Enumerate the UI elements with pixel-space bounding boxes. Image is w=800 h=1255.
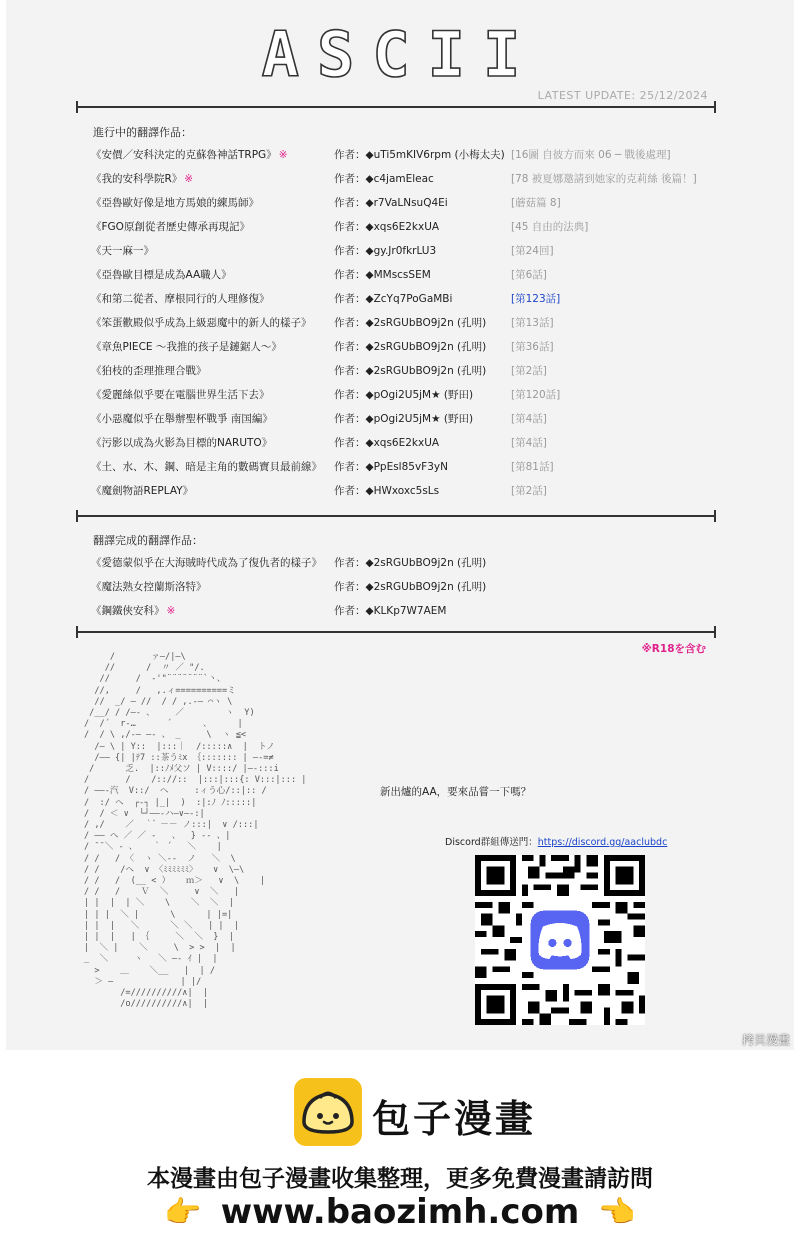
author-name: ◆ZcYq7PoGaMBi: [365, 293, 453, 305]
author-label: 作者：: [334, 149, 366, 161]
work-title-text: 《安價／安科決定的克蘇魯神話TRPG》: [91, 149, 277, 161]
work-author: [334, 339, 486, 354]
work-title-text: 《愛德蒙似乎在大海賊時代成為了復仇者的樣子》: [91, 557, 322, 569]
r18-note: ※R18を含む: [641, 643, 706, 655]
author-name: ◆PpEsl85vF3yN: [365, 461, 448, 473]
work-title[interactable]: [91, 291, 270, 306]
author-label: 作者：: [334, 245, 366, 257]
list-item[interactable]: [0, 483, 800, 503]
work-title[interactable]: [91, 243, 154, 258]
discord-link[interactable]: https://discord.gg/aaclubdc: [537, 837, 668, 848]
work-title[interactable]: [91, 603, 175, 618]
ascii-art: / ァ―/|―\ // / 〃 ／ "/. // / -'"¨¨¨¨¨¨¨`丶、 //, / ,.ィ==========ミ // _/ ― // / / ,.-― ⌒ヽ \ /__/ / /―- 、 ／ ヽ Y) / /´ r‐… ´ 、 | / / \ ,/-― ―- 、 _ \ ヽ ≦< /― \ | Y:: |:::｜ /:::::∧ | トノ /―― {| |ﾃ7 ::茶うﾐx ｛::::::: | ―‐=≠ / 乏. |::ﾉﾒ父ソ | V::::/ |―‐:::i / / /:://:: |:::|:::{: V:::|::: | / ――-汽 V::/ へ :ィう心/::|:: / / :/ ヘ ┌‐┐ |_| ) :|:ﾉ ﾉ:::::| / / ＜ ∨ └┘――‐ハ―∨―‐:| / ,/ ／ ｀ ゙ －－ ノ:::| ∨ /:::| / ―― ヘ ／ ／ ‐ 、 } -‐ 、| / ̄ ̄ ＼ ‐ 、 ｀ ´ ＼ | / / / 〈 ヽ ＼‐‐ ノ ＼ \ / / /ヘ ∨ 〈ﾐﾐﾐﾐﾐﾐ〉 ∨ \―\ / / / (__ < ） ｍ＞ ∨ \ | / / / Ｖ ＼ ∨ ＼ | | | | | ＼ \ ＼ ＼ | | | | ＼ | \ | |=| | | | ＼ ＼ ＼ | | | | | | | ｛ ＼ ＼ } | | ＼ | ＼ \ > > | | _ ＼ ヽ ＼ ―‐ ｲ | | > ＿ ＼__ | | / ＞ ― | |/ /=//////////∧| | /o//////////∧| |: [84, 652, 307, 1010]
work-title[interactable]: [91, 195, 259, 210]
promo-text: 新出爐的AA，要來品嘗一下嗎？: [380, 786, 532, 798]
work-title-text: 《狛枝的歪理推理合戰》: [91, 365, 207, 377]
chapter-status[interactable]: [16圖 自彼方而來 06 ─ 戰後處理]: [511, 149, 671, 161]
work-title[interactable]: [91, 363, 207, 378]
work-author: [334, 171, 434, 186]
work-author: [334, 483, 439, 498]
author-label: 作者：: [334, 461, 366, 473]
author-name: ◆r7VaLNsuQ4Ei: [365, 197, 448, 209]
work-author: [334, 459, 448, 474]
r18-mark: ※: [278, 149, 288, 161]
work-title-text: 《天一麻一》: [91, 245, 154, 257]
work-title[interactable]: [91, 459, 322, 474]
list-item[interactable]: [0, 459, 800, 479]
work-author: [334, 267, 431, 282]
work-author: [334, 411, 473, 426]
work-title[interactable]: [91, 219, 250, 234]
author-label: 作者：: [334, 293, 366, 305]
work-title-text: 《愛麗絲似乎要在電腦世界生活下去》: [91, 389, 270, 401]
chapter-status[interactable]: [第13話]: [511, 317, 554, 329]
work-title[interactable]: [91, 339, 282, 354]
list-item[interactable]: [0, 219, 800, 239]
list-item[interactable]: [0, 147, 800, 167]
work-title[interactable]: [91, 411, 273, 426]
work-title[interactable]: [91, 147, 288, 162]
work-author: [334, 147, 505, 162]
author-label: 作者：: [334, 437, 366, 449]
list-item[interactable]: [0, 195, 800, 215]
chapter-status[interactable]: [蘑菇篇 8]: [511, 197, 561, 209]
work-title[interactable]: [91, 387, 270, 402]
list-item[interactable]: [0, 387, 800, 407]
chapter-status[interactable]: [第4話]: [511, 413, 547, 425]
author-name: ◆gy.Jr0fkrLU3: [365, 245, 437, 257]
author-name: ◆KLKp7W7AEM: [365, 605, 447, 617]
discord-label: Discord群組傳送門：: [445, 837, 538, 848]
work-author: [334, 219, 439, 234]
work-author: [334, 315, 486, 330]
work-title[interactable]: [91, 555, 322, 570]
author-name: ◆2sRGUbBO9j2n (孔明): [365, 557, 487, 569]
bottom-divider: [76, 631, 716, 633]
work-title[interactable]: [91, 579, 207, 594]
work-title-text: 《亞魯歐目標是成為AA職人》: [91, 269, 232, 281]
list-item[interactable]: [0, 291, 800, 311]
author-label: 作者：: [334, 389, 366, 401]
author-label: 作者：: [334, 485, 366, 497]
author-name: ◆HWxoxc5sLs: [365, 485, 440, 497]
r18-mark: ※: [166, 605, 176, 617]
list-item[interactable]: [0, 171, 800, 191]
list-item[interactable]: [0, 243, 800, 263]
work-title-text: 《魔劍物語REPLAY》: [91, 485, 194, 497]
work-title[interactable]: [91, 483, 193, 498]
chapter-status[interactable]: [78 被夏娜邀請到她家的克莉絲 後篇！]: [511, 173, 697, 185]
watermark: 拷貝漫畫: [741, 1033, 790, 1047]
work-title-text: 《污影以成為火影為目標的NARUTO》: [91, 437, 273, 449]
chapter-status[interactable]: [第120話]: [511, 389, 561, 401]
chapter-status[interactable]: [45 自由的法典]: [511, 221, 589, 233]
footer-url-link[interactable]: www.baozimh.com: [220, 1192, 580, 1232]
top-divider: [76, 106, 716, 108]
work-author: [334, 603, 446, 618]
chapter-status[interactable]: [第123話]: [511, 293, 561, 305]
list-item[interactable]: [0, 435, 800, 455]
list-item[interactable]: [0, 603, 800, 623]
chapter-status[interactable]: [第24回]: [511, 245, 554, 257]
middle-divider: [76, 515, 716, 517]
chapter-status[interactable]: [第4話]: [511, 437, 547, 449]
pointing-right-hand-icon: 👉: [164, 1194, 202, 1230]
discord-line: [445, 834, 667, 848]
author-name: ◆2sRGUbBO9j2n (孔明): [365, 365, 487, 377]
work-title-text: 《土、水、木、鋼、暗是主角的數碼寶貝最前線》: [91, 461, 322, 473]
work-title-text: 《小惡魔似乎在舉辦聖杯戰爭 南国編》: [91, 413, 273, 425]
list-item[interactable]: [0, 411, 800, 431]
pointing-left-hand-icon: 👈: [598, 1194, 636, 1230]
work-title-text: 《鋼鐵俠安科》: [91, 605, 165, 617]
author-name: ◆2sRGUbBO9j2n (孔明): [365, 581, 487, 593]
work-author: [334, 387, 473, 402]
author-label: 作者：: [334, 581, 366, 593]
work-author: [334, 435, 439, 450]
footer-tagline: 本漫畫由包子漫畫收集整理，更多免費漫畫請訪問: [147, 1166, 653, 1192]
author-name: ◆MMscsSEM: [365, 269, 431, 281]
author-label: 作者：: [334, 269, 366, 281]
work-author: [334, 195, 448, 210]
work-title[interactable]: [91, 435, 272, 450]
list-item[interactable]: [0, 315, 800, 335]
work-author: [334, 579, 486, 594]
author-name: ◆pOgi2U5jM★ (野田): [365, 413, 474, 425]
author-label: 作者：: [334, 197, 366, 209]
list-item[interactable]: [0, 579, 800, 599]
author-name: ◆uTi5mKIV6rpm (小梅太夫): [365, 149, 505, 161]
author-name: ◆c4jamEleac: [365, 173, 434, 185]
work-author: [334, 363, 486, 378]
list-item[interactable]: [0, 267, 800, 287]
baozi-logo-icon: [294, 1078, 362, 1146]
work-title[interactable]: [91, 315, 312, 330]
author-label: 作者：: [334, 413, 366, 425]
author-label: 作者：: [334, 341, 366, 353]
list-item[interactable]: [0, 363, 800, 383]
completed-section-title: 翻譯完成的翻譯作品：: [93, 534, 203, 547]
latest-update: LATEST UPDATE: 25/12/2024: [537, 89, 708, 102]
author-name: ◆2sRGUbBO9j2n (孔明): [365, 341, 487, 353]
work-title-text: 《和第二從者、摩根同行的人理修復》: [91, 293, 270, 305]
qr-code-icon[interactable]: [475, 855, 645, 1025]
chapter-status[interactable]: [第6話]: [511, 269, 547, 281]
work-title[interactable]: [91, 267, 232, 282]
author-label: 作者：: [334, 605, 366, 617]
author-label: 作者：: [334, 365, 366, 377]
author-label: 作者：: [334, 221, 366, 233]
author-name: ◆2sRGUbBO9j2n (孔明): [365, 317, 487, 329]
ascii-logo: ASCII: [261, 18, 539, 91]
work-title-text: 《笨蛋歡殿似乎成為上級惡魔中的新人的樣子》: [91, 317, 312, 329]
list-item[interactable]: [0, 555, 800, 575]
work-title[interactable]: [91, 171, 193, 186]
author-label: 作者：: [334, 173, 366, 185]
chapter-status[interactable]: [第36話]: [511, 341, 554, 353]
work-title-text: 《魔法熟女控蘭斯洛特》: [91, 581, 207, 593]
work-title-text: 《我的安科學院R》: [91, 173, 183, 185]
work-title-text: 《亞魯歐好像是地方馬娘的練馬師》: [91, 197, 259, 209]
work-title-text: 《章魚PIECE ～我推的孩子是鏈鋸人～》: [91, 341, 282, 353]
footer-url-row: [0, 1192, 800, 1232]
author-label: 作者：: [334, 317, 366, 329]
chapter-status[interactable]: [第2話]: [511, 365, 547, 377]
chapter-status[interactable]: [第81話]: [511, 461, 554, 473]
work-author: [334, 555, 486, 570]
list-item[interactable]: [0, 339, 800, 359]
work-author: [334, 291, 452, 306]
ongoing-section-title: 進行中的翻譯作品：: [93, 126, 192, 139]
author-label: 作者：: [334, 557, 366, 569]
r18-mark: ※: [184, 173, 194, 185]
author-name: ◆pOgi2U5jM★ (野田): [365, 389, 474, 401]
brand-name: 包子漫畫: [372, 1097, 537, 1141]
work-author: [334, 243, 436, 258]
chapter-status[interactable]: [第2話]: [511, 485, 547, 497]
author-name: ◆xqs6E2kxUA: [365, 221, 440, 233]
work-title-text: 《FGO原創從者歷史傳承再現記》: [91, 221, 250, 233]
author-name: ◆xqs6E2kxUA: [365, 437, 440, 449]
